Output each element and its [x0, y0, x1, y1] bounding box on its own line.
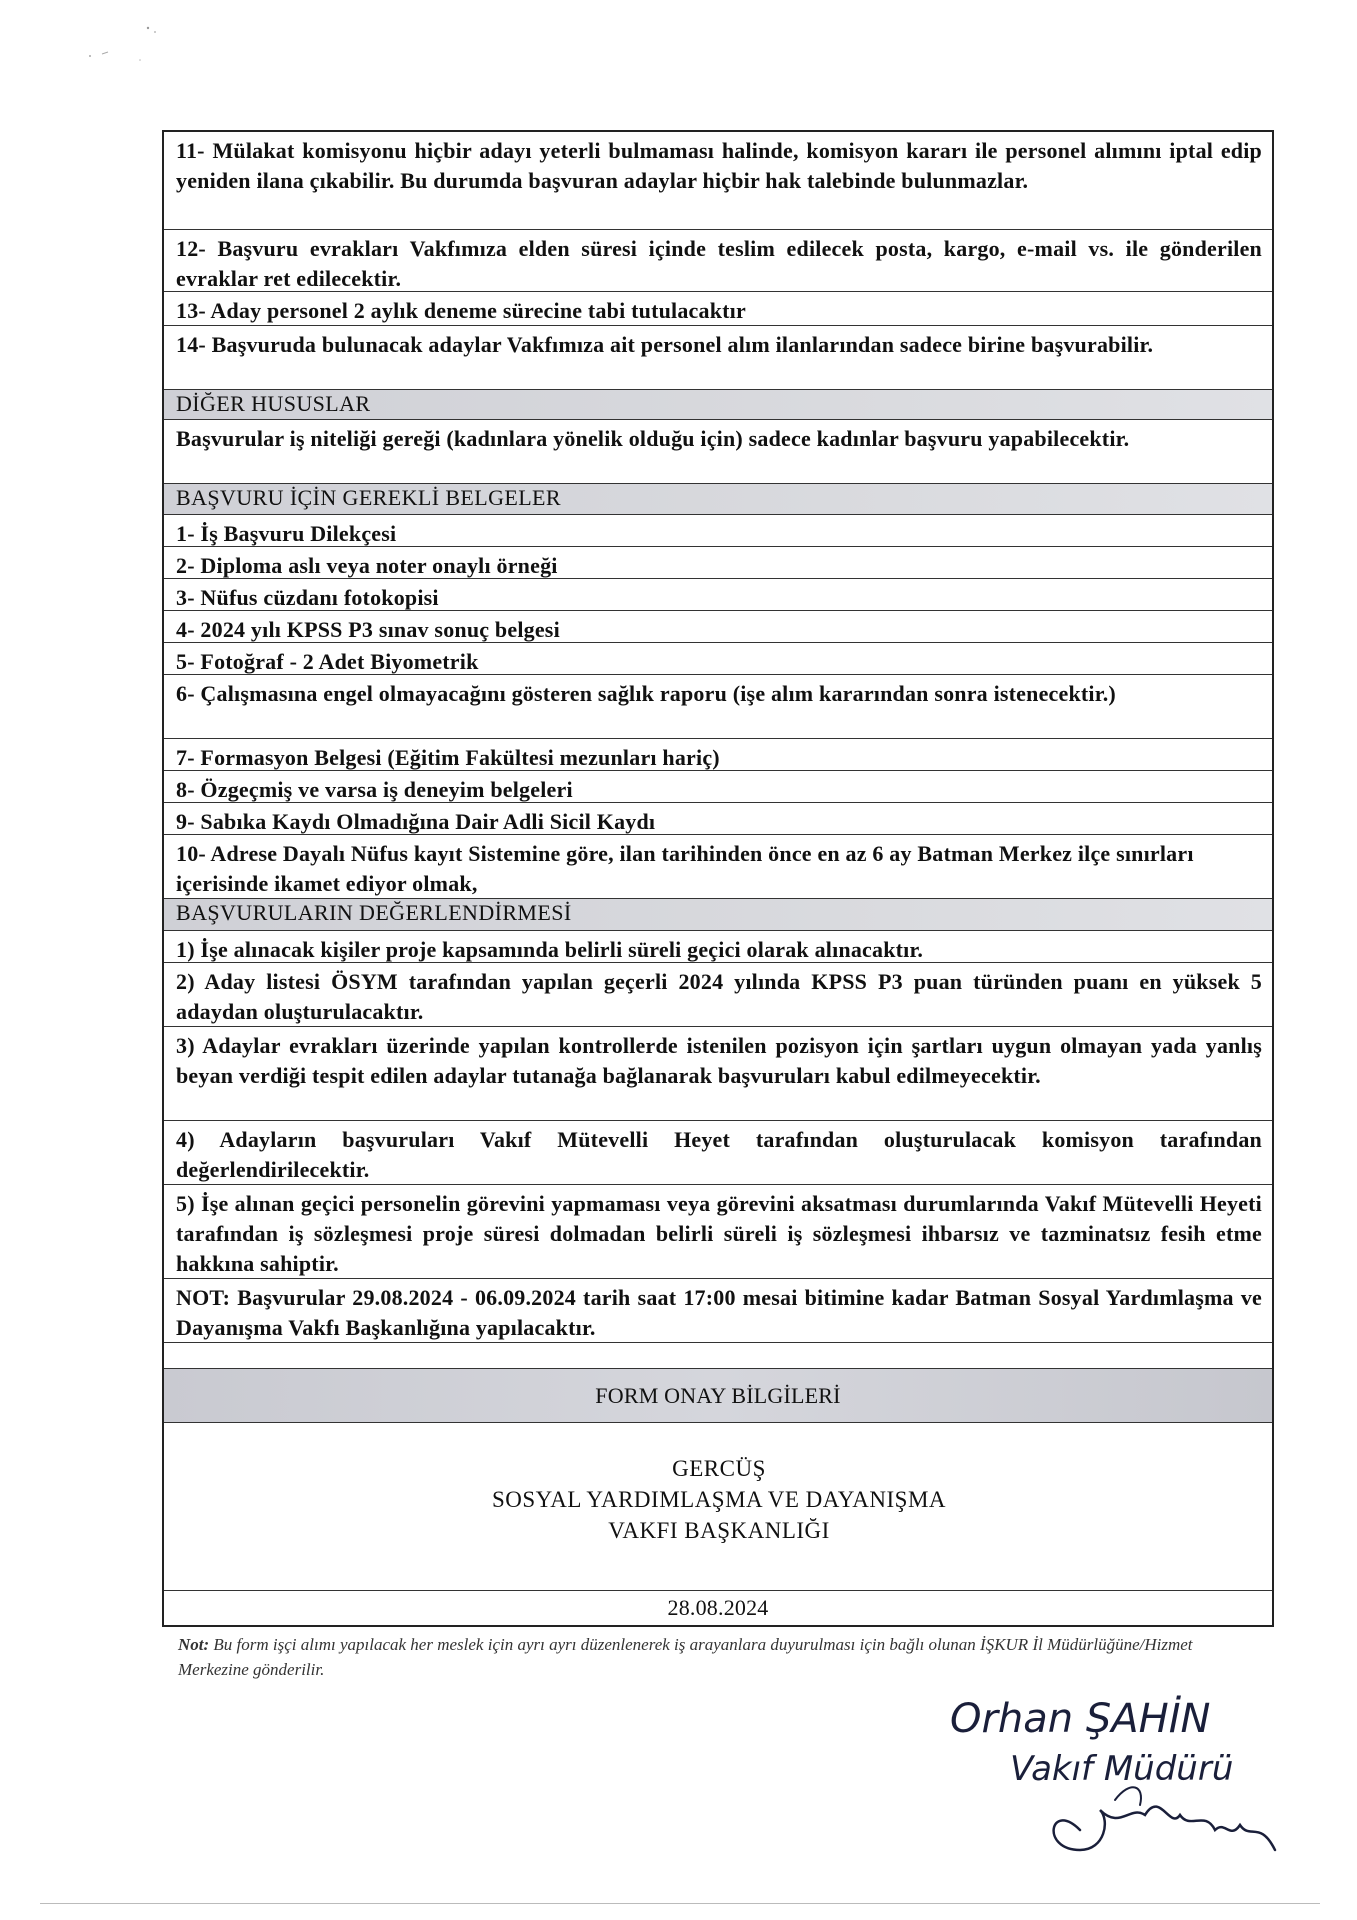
belge-item: 5- Fotoğraf - 2 Adet Biyometrik	[164, 643, 1272, 675]
section-degerlendirme: BAŞVURULARIN DEĞERLENDİRMESİ	[164, 899, 1272, 931]
section-diger-hususlar: DİĞER HUSUSLAR	[164, 390, 1272, 420]
basvuru-tarih-notu: NOT: Başvurular 29.08.2024 - 06.09.2024 tarih saat 17:00 mesai bitimine kadar Batman Sosyal Yardımlaşma ve Dayanışma Vakfı Başkanlığına yapılacaktır.	[164, 1279, 1272, 1343]
form-table	[162, 130, 1274, 1627]
item-13: 13- Aday personel 2 aylık deneme sürecine tabi tutulacaktır	[164, 292, 1272, 326]
item-11: 11- Mülakat komisyonu hiçbir adayı yeterli bulmaması halinde, komisyon kararı ile personel alımını iptal edip yeniden ilana çıkabilir. Bu durumda başvuran adaylar hiçbir hak talebinde bulunmazlar.	[164, 132, 1272, 230]
org-line-1: GERCÜŞ	[672, 1456, 766, 1481]
footer-note	[178, 1632, 1238, 1682]
belge-item: 9- Sabıka Kaydı Olmadığına Dair Adli Sicil Kaydı	[164, 803, 1272, 835]
scan-specks	[60, 18, 180, 83]
degerlendirme-item: 5) İşe alınan geçici personelin görevini yapmaması veya görevini aksatması durumlarında Vakıf Mütevelli Heyeti tarafından iş sözleşmesi proje süresi dolmadan belirli süreli iş sözleşmesi ihbarsız ve tazminatsız fesih etme hakkına sahiptir.	[164, 1185, 1272, 1279]
handwritten-signature	[930, 1680, 1310, 1870]
signature-scribble	[1054, 1807, 1275, 1850]
item-12: 12- Başvuru evrakları Vakfımıza elden süresi içinde teslim edilecek posta, kargo, e-mail vs. ile gönderilen evraklar ret edilecektir.	[164, 230, 1272, 292]
belge-item: 1- İş Başvuru Dilekçesi	[164, 515, 1272, 547]
note-label: Not:	[178, 1635, 210, 1654]
note-text: Bu form işçi alımı yapılacak her meslek için ayrı ayrı düzenlenerek iş arayanlara duyurulması için bağlı olunan İŞKUR İl Müdürlüğüne/Hizmet Merkezine gönderilir.	[178, 1635, 1193, 1679]
form-date: 28.08.2024	[667, 1595, 769, 1620]
org-line-2: SOSYAL YARDIMLAŞMA VE DAYANIŞMA	[491, 1487, 947, 1512]
degerlendirme-item: 1) İşe alınacak kişiler proje kapsamında belirli süreli geçici olarak alınacaktır.	[164, 931, 1272, 963]
empty-row	[164, 1343, 1272, 1369]
degerlendirme-item: 4) Adayların başvuruları Vakıf Mütevelli Heyet tarafından oluşturulacak komisyon tarafından değerlendirilecektir.	[164, 1121, 1272, 1185]
scan-edge-line	[40, 1903, 1320, 1904]
belge-item: 2- Diploma aslı veya noter onaylı örneği	[164, 547, 1272, 579]
belge-item: 10- Adrese Dayalı Nüfus kayıt Sistemine göre, ilan tarihinden önce en az 6 ay Batman Merkez ilçe sınırları içerisinde ikamet ediyor olmak,	[164, 835, 1272, 899]
signature-title: Vakıf Müdürü	[1010, 1749, 1234, 1789]
diger-hususlar-text: Başvurular iş niteliği gereği (kadınlara yönelik olduğu için) sadece kadınlar başvuru yapabilecektir.	[164, 420, 1272, 484]
item-14: 14- Başvuruda bulunacak adaylar Vakfımıza ait personel alım ilanlarından sadece birine başvurabilir.	[164, 326, 1272, 390]
belge-item: 6- Çalışmasına engel olmayacağını gösteren sağlık raporu (işe alım kararından sonra istenecektir.)	[164, 675, 1272, 739]
org-block	[164, 1423, 1272, 1591]
section-basvuru-belgeler: BAŞVURU İÇİN GEREKLİ BELGELER	[164, 484, 1272, 515]
belge-item: 8- Özgeçmiş ve varsa iş deneyim belgeleri	[164, 771, 1272, 803]
form-onay-header: FORM ONAY BİLGİLERİ	[164, 1369, 1272, 1423]
org-line-3: VAKFI BAŞKANLIĞI	[608, 1518, 830, 1543]
belge-item: 3- Nüfus cüzdanı fotokopisi	[164, 579, 1272, 611]
belge-item: 7- Formasyon Belgesi (Eğitim Fakültesi mezunları hariç)	[164, 739, 1272, 771]
signature-name: Orhan ŞAHİN	[950, 1696, 1211, 1742]
degerlendirme-item: 3) Adaylar evrakları üzerinde yapılan kontrollerde istenilen pozisyon için şartları uygun olmayan yada yanlış beyan verdiği tespit edilen adaylar tutanağa bağlanarak başvuruları kabul edilmeyecektir.	[164, 1027, 1272, 1121]
belge-item: 4- 2024 yılı KPSS P3 sınav sonuç belgesi	[164, 611, 1272, 643]
degerlendirme-item: 2) Aday listesi ÖSYM tarafından yapılan geçerli 2024 yılında KPSS P3 puan türünden puanı en yüksek 5 adaydan oluşturulacaktır.	[164, 963, 1272, 1027]
